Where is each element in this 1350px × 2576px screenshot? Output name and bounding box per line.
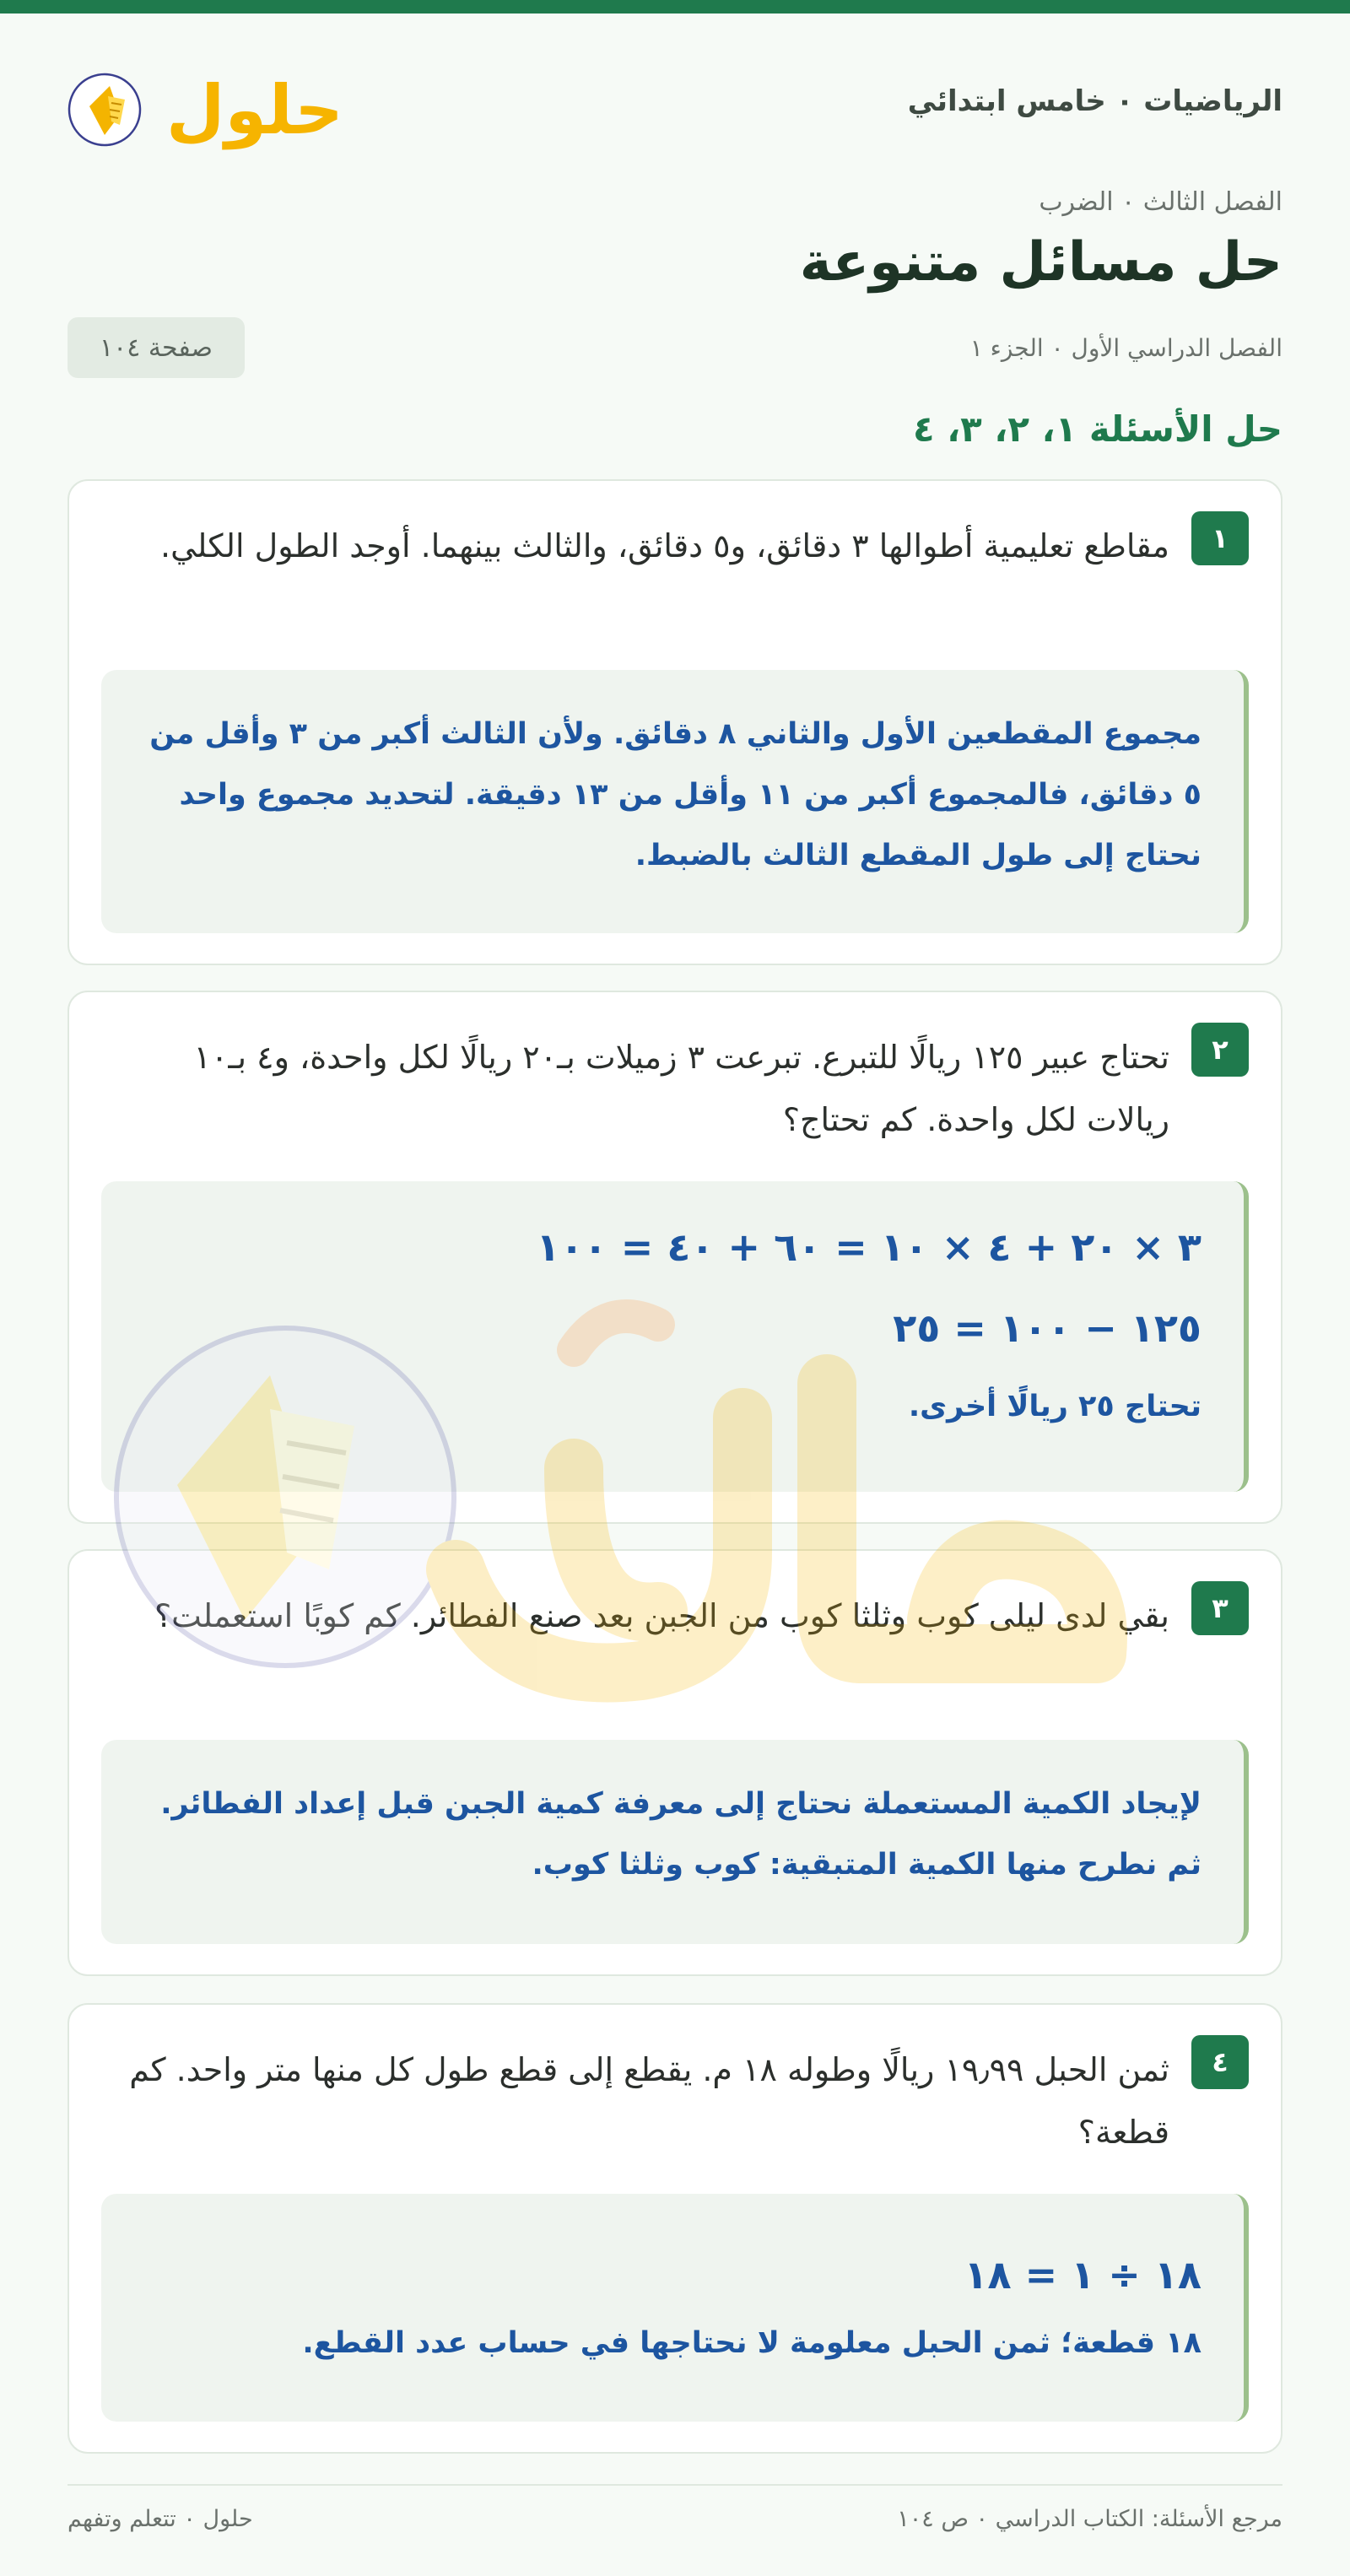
answer-box	[101, 2194, 1249, 2422]
top-accent-bar	[0, 0, 1350, 14]
answer-line-1: لإيجاد الكمية المستعملة نحتاج إلى معرفة كمية الجبن قبل إعداد الفطائر.	[160, 1787, 1202, 1821]
question-card-3	[68, 1549, 1282, 1976]
answer-conclusion: تحتاج ٢٥ ريالًا أخرى.	[908, 1390, 1202, 1423]
subject-label: الرياضيات ٠ خامس ابتدائي	[907, 84, 1282, 118]
answer-box	[101, 1740, 1249, 1944]
answer-equation-2: ١٢٥ − ١٠٠ = ٢٥	[893, 1305, 1202, 1351]
page-number-badge: صفحة ١٠٤	[68, 317, 245, 378]
footer-brand[interactable]: حلول ٠ تتعلم وتفهم	[68, 2506, 253, 2532]
question-card-1	[68, 479, 1282, 965]
answer-conclusion: ١٨ قطعة؛ ثمن الحبل معلومة لا نحتاجها في حساب عدد القطع.	[302, 2326, 1202, 2360]
answer-equation-1: ٣ × ٢٠ + ٤ × ١٠ = ٦٠ + ٤٠ = ١٠٠	[536, 1224, 1202, 1270]
question-text: ثمن الحبل ١٩٫٩٩ ريالًا وطوله ١٨ م. يقطع إلى قطع طول كل منها متر واحد. كم قطعة؟	[129, 2051, 1169, 2151]
question-text: بقي لدى ليلى كوب وثلثا كوب من الجبن بعد صنع الفطائر. كم كوبًا استعملت؟	[154, 1597, 1169, 1634]
semester-label: الفصل الدراسي الأول ٠ الجزء ١	[969, 334, 1282, 362]
chapter-label: الفصل الثالث ٠ الضرب	[1039, 187, 1282, 217]
question-number-badge: ٤	[1191, 2035, 1249, 2089]
question-text: تحتاج عبير ١٢٥ ريالًا للتبرع. تبرعت ٣ زميلات بـ٢٠ ريالًا لكل واحدة، و٤ بـ١٠ ريالات لكل واحدة. كم تحتاج؟	[193, 1039, 1169, 1138]
question-number-badge: ٢	[1191, 1023, 1249, 1077]
question-text: مقاطع تعليمية أطوالها ٣ دقائق، و٥ دقائق، والثالث بينهما. أوجد الطول الكلي.	[160, 527, 1169, 564]
logo-book-icon	[68, 54, 343, 155]
answer-explanation: مجموع المقطعين الأول والثاني ٨ دقائق. ولأن الثالث أكبر من ٣ وأقل من ٥ دقائق، فالمجموع أكبر من ١١ وأقل من ١٣ دقيقة. لتحديد مجموع واحد نحتاج إلى طول المقطع الثالث بالضبط.	[149, 717, 1202, 872]
logo-text: حلول	[166, 71, 343, 149]
answer-equation-1: ١٨ ÷ ١ = ١٨	[964, 2252, 1202, 2298]
section-heading: حل الأسئلة ١، ٢، ٣، ٤	[912, 408, 1282, 450]
question-number-badge: ٣	[1191, 1581, 1249, 1635]
answer-line-2: ثم نطرح منها الكمية المتبقية: كوب وثلثا كوب.	[532, 1848, 1202, 1882]
answer-box	[101, 1181, 1249, 1492]
answer-box	[101, 670, 1249, 933]
question-number-badge: ١	[1191, 511, 1249, 565]
footer-divider	[68, 2484, 1282, 2486]
hulul-logo[interactable]	[68, 54, 343, 155]
page-title: حل مسائل متنوعة	[799, 231, 1282, 294]
question-card-2	[68, 991, 1282, 1524]
page-header	[68, 54, 1282, 155]
question-card-4	[68, 2003, 1282, 2454]
footer-reference: مرجع الأسئلة: الكتاب الدراسي ٠ ص ١٠٤	[897, 2506, 1282, 2532]
